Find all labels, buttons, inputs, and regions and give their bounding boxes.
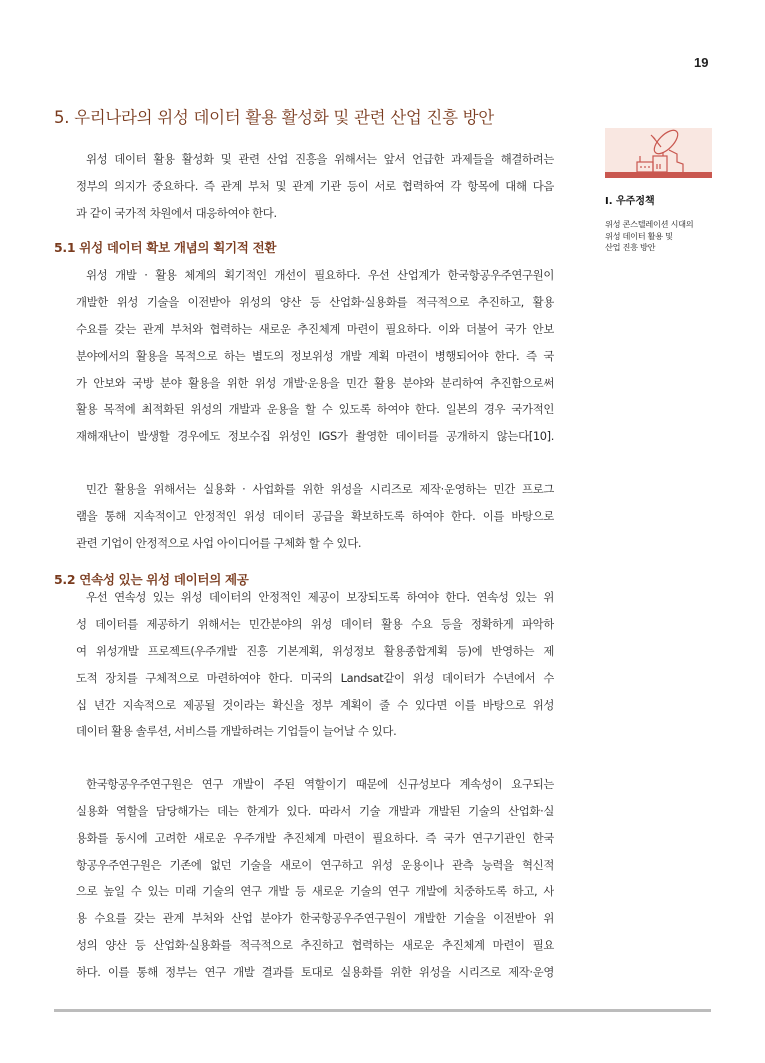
text-line: 관련 기업이 안정적으로 사업 아이디어를 구체화 할 수 있다. [76,535,362,550]
chapter-subtitle [605,219,713,254]
text-line: 여 위성개발 프로젝트(우주개발 진흥 기본계획, 위성정보 활용종합계획 등)에 반영하는 제 [76,643,554,658]
subsection-title: 5.2 연속성 있는 위성 데이터의 제공 [54,572,249,588]
satellite-dish-icon [633,128,693,172]
chapter-label: I. 우주정책 [605,196,655,207]
text-line: 십 년간 지속적으로 제공될 것이라는 확신을 정부 계획이 줄 수 있다면 이를 바탕으로 위성 [76,697,554,712]
chapter-sidebar [605,128,713,254]
main-content [54,104,554,986]
text-line: 성 데이터를 제공하기 위해서는 민간분야의 위성 데이터 활용 수요 등을 정확하게 파악하 [76,617,554,632]
chapter-subtitle-line: 위성 콘스텔레이션 시대의 [605,219,694,229]
text-line: 우선 연속성 있는 위성 데이터의 안정적인 제공이 보장되도록 하여야 한다. 연속성 있는 위 [86,590,554,605]
text-line: 과 같이 국가적 차원에서 대응하여야 한다. [76,205,277,220]
text-line: 도적 장치를 구체적으로 마련하여야 한다. 미국의 Landsat같이 위성 데이터가 수년에서 수 [76,670,554,685]
text-line: 수요를 갖는 관계 부처와 협력하는 새로운 추진체계 마련이 필요하다. 이와 더불어 국가 안보 [76,321,554,336]
intro-paragraph [76,146,554,226]
text-line: 활용 목적에 최적화된 위성의 개발과 운용을 할 수 있도록 하여야 한다. 일본의 경우 국가적인 [76,402,554,417]
chapter-subtitle-line: 산업 진흥 방안 [605,242,656,252]
text-line: 용화를 동시에 고려한 새로운 우주개발 추진체계 마련이 필요하다. 즉 국가 연구기관인 한국 [76,830,554,845]
text-line: 실용화 역할을 담당해가는 데는 한계가 있다. 따라서 기술 개발과 개발된 기술의 산업화·실 [76,803,554,818]
text-line: 성의 양산 등 산업화·실용화를 적극적으로 추진하고 협력하는 새로운 추진체계 마련이 필요 [76,937,554,952]
text-line: 항공우주연구원은 기존에 없던 기술을 새로이 연구하고 위성 운용이나 관측 능력을 혁신적 [76,857,554,872]
chapter-subtitle-line: 위성 데이터 활용 및 [605,230,673,241]
text-line: 데이터 활용 솔루션, 서비스를 개발하려는 기업들이 늘어날 수 있다. [76,724,397,739]
paragraph [76,262,554,450]
chapter-icon-box [605,128,712,178]
text-line: 위성 데이터 활용 활성화 및 관련 산업 진흥을 위해서는 앞서 언급한 과제들을 해결하려는 [86,152,554,166]
section-title: 5. 우리나라의 위성 데이터 활용 활성화 및 관련 산업 진흥 방안 [54,108,494,127]
text-line: 민간 활용을 위해서는 실용화 · 사업화를 위한 위성을 시리즈로 제작·운영하는 민간 프로그 [86,481,554,496]
text-line: 램을 통해 지속적이고 안정적인 위성 데이터 공급을 확보하도록 하여야 한다. 이를 바탕으로 [76,508,554,523]
text-line: 분야에서의 활용을 목적으로 하는 별도의 정보위성 개발 계획 마련이 병행되어야 한다. 즉 국 [76,348,554,363]
text-line: 가 안보와 국방 분야 활용을 위한 위성 개발·운용을 민간 활용 분야와 분리하여 추진함으로써 [76,375,554,390]
footer-divider [54,1009,711,1012]
text-line: 용 수요를 갖는 관계 부처와 산업 분야가 한국항공우주연구원이 개발한 기술을 이전받아 위 [76,911,554,926]
text-line: 한국항공우주연구원은 연구 개발이 주된 역할이기 때문에 신규성보다 계속성이 요구되는 [86,777,554,792]
paragraph [76,584,554,745]
text-line: 으로 높일 수 있는 미래 기술의 연구 개발 등 새로운 기술의 연구 개발에 치중하도록 하고, 사 [76,884,554,899]
page-number: 19 [694,55,709,70]
paragraph [76,771,554,985]
text-line: 위성 개발 · 활용 체계의 획기적인 개선이 필요하다. 우선 산업계가 한국항공우주연구원이 [86,268,554,283]
paragraph [76,476,554,556]
text-line: 정부의 의지가 중요하다. 즉 관계 부처 및 관계 기관 등이 서로 협력하여 각 항목에 대해 다음 [76,178,554,193]
text-line: 하다. 이를 통해 정부는 연구 개발 결과를 토대로 실용화를 위한 위성을 시리즈로 제작·운영 [76,964,554,979]
text-line: 개발한 위성 기술을 이전받아 위성의 양산 등 산업화·실용화를 적극적으로 추진하고, 활용 [76,295,554,310]
text-line: 재해재난이 발생할 경우에도 정보수집 위성인 IGS가 촬영한 데이터를 공개하지 않는다[10]. [76,429,554,444]
subsection-title: 5.1 위성 데이터 확보 개념의 획기적 전환 [54,240,277,256]
